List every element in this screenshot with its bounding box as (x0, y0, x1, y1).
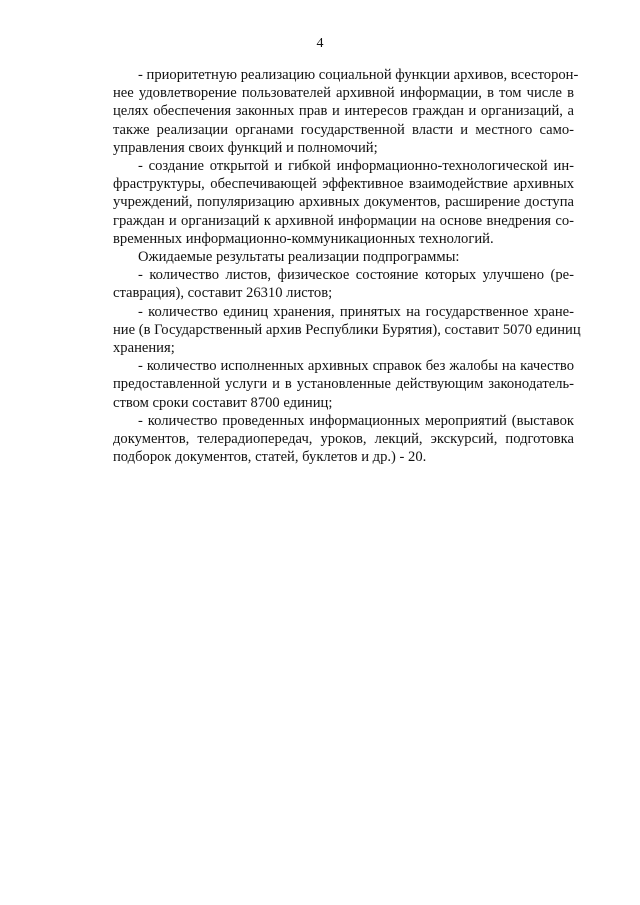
paragraph-storage-units (88, 303, 581, 358)
text-line: документов, телерадиопередач, уроков, лекций, экскурсий, подготовка (113, 431, 574, 448)
text-line: граждан и организаций к архивной информации на основе внедрения со- (113, 212, 574, 229)
document-body (88, 66, 581, 466)
text-line: подборок документов, статей, буклетов и др.) - 20. (113, 449, 427, 466)
text-line: ние (в Государственный архив Республики Бурятия), составит 5070 единиц (113, 321, 581, 338)
text-line: учреждений, популяризацию архивных документов, расширение доступа (113, 194, 574, 211)
page-number: 4 (316, 36, 324, 51)
paragraph-it-infrastructure (88, 157, 574, 248)
text-line: целях обеспечения законных прав и интересов граждан и организаций, а (113, 103, 574, 120)
text-line: ставрация), составит 26310 листов; (113, 285, 333, 302)
text-line: - приоритетную реализацию социальной функции архивов, всесторон- (138, 67, 579, 83)
text-line: фраструктуры, обеспечивающей эффективное взаимодействие архивных (113, 176, 574, 193)
text-line: - количество единиц хранения, принятых на государственное хране- (138, 303, 574, 320)
text-line: - количество проведенных информационных мероприятий (выставок (138, 412, 574, 429)
text-line: - создание открытой и гибкой информационно-технологической ин- (138, 158, 574, 175)
text-line: Ожидаемые результаты реализации подпрограммы: (138, 249, 460, 266)
text-line: предоставленной услуги и в установленные действующим законодатель- (113, 376, 574, 393)
paragraph-restored-sheets (88, 266, 574, 302)
paragraph-expected-results-heading (88, 248, 574, 266)
text-line: ством сроки составит 8700 единиц; (113, 394, 333, 411)
text-line: - количество исполненных архивных справок без жалобы на качество (138, 358, 574, 375)
paragraph-information-events (88, 412, 574, 467)
text-line: - количество листов, физическое состояние которых улучшено (ре- (138, 267, 574, 284)
text-line: также реализации органами государственной власти и местного само- (113, 121, 574, 138)
text-line: хранения; (113, 340, 175, 357)
paragraph-archive-certificates (88, 357, 574, 412)
text-line: временных информационно-коммуникационных технологий. (113, 230, 494, 247)
text-line: управления своих функций и полномочий; (113, 139, 378, 156)
text-line: нее удовлетворение пользователей архивной информации, в том числе в (113, 85, 574, 102)
paragraph-archive-social-function (88, 66, 579, 157)
